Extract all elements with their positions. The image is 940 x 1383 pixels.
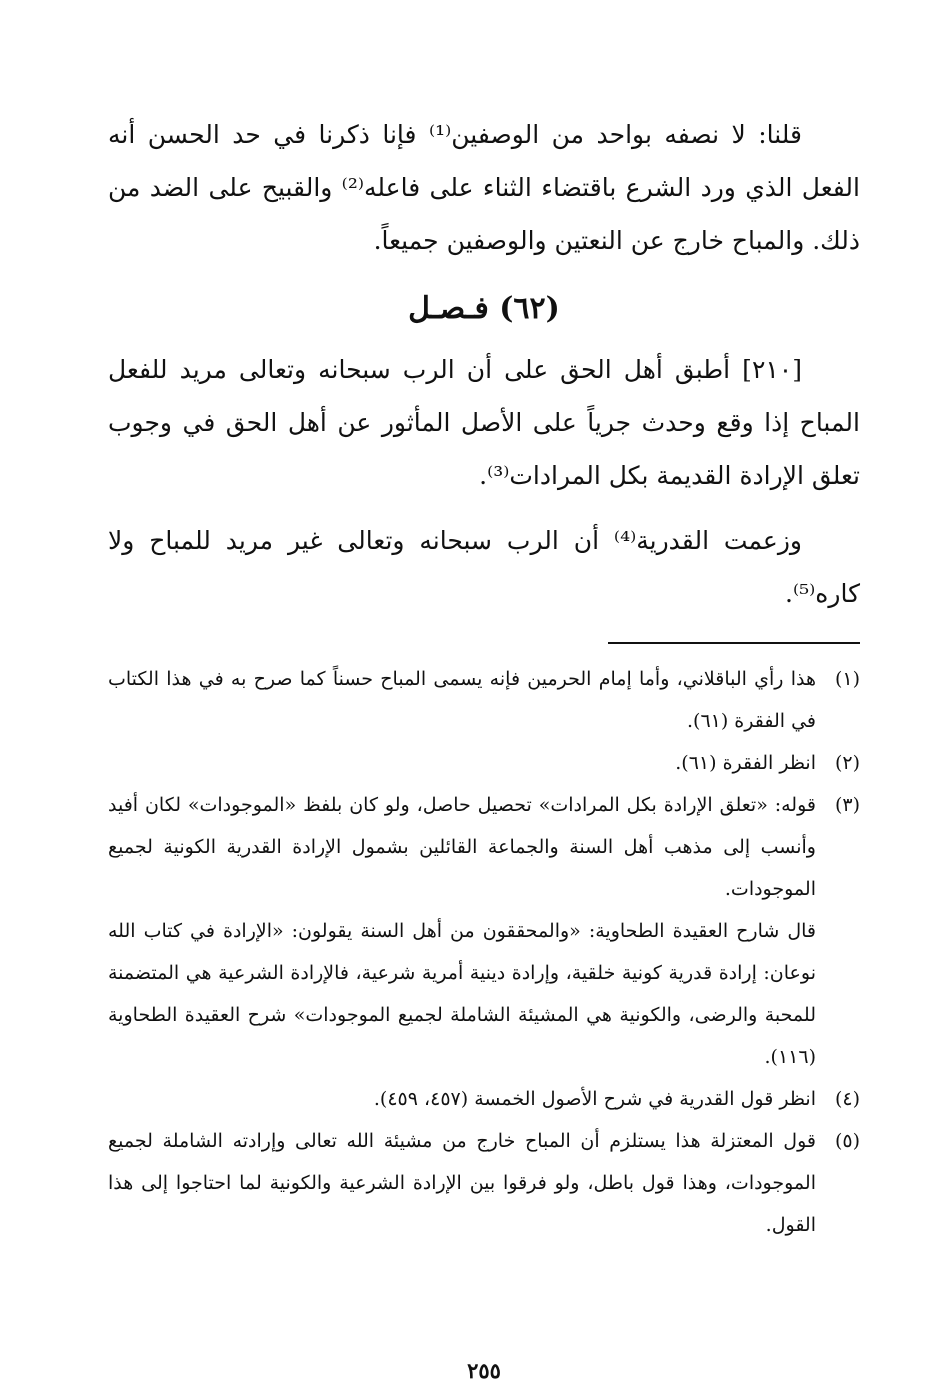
paragraph-gap (108, 502, 860, 514)
body-paragraph-2: [٢١٠] أطبق أهل الحق على أن الرب سبحانه وتعالى مريد للفعل المباح إذا وقع وحدث جرياً على الأصل المأثور عن أهل الحق في وجوب تعلق الإرادة القديمة بكل المرادات⁽³⁾. (108, 355, 860, 490)
footnote-number: (٤) (834, 1088, 860, 1110)
book-page (108, 108, 860, 1383)
footnote-number: (٥) (834, 1130, 860, 1152)
footnotes-section (108, 658, 860, 1246)
footnote-2 (108, 742, 860, 784)
footnote-text: انظر الفقرة (٦١). (675, 752, 816, 774)
footnote-divider (608, 642, 860, 644)
body-paragraph-1: قلنا: لا نصفه بواحد من الوصفين⁽¹⁾ فإنا ذكرنا في حد الحسن أنه الفعل الذي ورد الشرع باقتضاء الثناء على فاعله⁽²⁾ والقبيح على الضد من ذلك. والمباح خارج عن النعتين والوصفين جميعاً. (108, 120, 860, 255)
footnote-3-continuation: قال شارح العقيدة الطحاوية: «والمحققون من أهل السنة يقولون: «الإرادة في كتاب الله نوعان: إرادة قدرية كونية خلقية، وإرادة دينية أمرية شرعية، فالإرادة الشرعية هي المتضمنة للمحبة والرضى، والكونية هي المشيئة الشاملة لجميع الموجودات» شرح العقيدة الطحاوية (١١٦). (108, 920, 816, 1068)
footnote-number: (٢) (834, 752, 860, 774)
footnote-3 (108, 784, 860, 910)
footnote-text: قوله: «تعلق الإرادة بكل المرادات» تحصيل حاصل، ولو كان بلفظ «الموجودات» لكان أفيد وأنسب إلى مذهب أهل السنة والجماعة القائلين بشمول الإرادة القدرية الكونية لجميع الموجودات. (108, 794, 816, 900)
body-paragraph-3: وزعمت القدرية⁽⁴⁾ أن الرب سبحانه وتعالى غير مريد للمباح ولا كاره⁽⁵⁾. (108, 526, 860, 608)
footnote-5 (108, 1120, 860, 1246)
footnote-text: انظر قول القدرية في شرح الأصول الخمسة (٤٥٧، ٤٥٩). (373, 1088, 816, 1110)
footnote-number: (١) (834, 668, 860, 690)
footnote-4 (108, 1078, 860, 1120)
section-heading: (٦٢) فـصـل (408, 291, 560, 326)
footnote-1 (108, 658, 860, 742)
footnote-text: قول المعتزلة هذا يستلزم أن المباح خارج من مشيئة الله تعالى وإرادته الشاملة لجميع الموجودات، وهذا قول باطل، ولو فرقوا بين الإرادة الشرعية والكونية لما احتاجوا إلى هذا القول. (108, 1130, 816, 1236)
footnote-number: (٣) (834, 794, 860, 816)
footnote-text: هذا رأي الباقلاني، وأما إمام الحرمين فإنه يسمى المباح حسناً كما صرح به في هذا الكتاب في الفقرة (٦١). (108, 668, 816, 732)
page-number: ٢٥٥ (467, 1358, 501, 1383)
